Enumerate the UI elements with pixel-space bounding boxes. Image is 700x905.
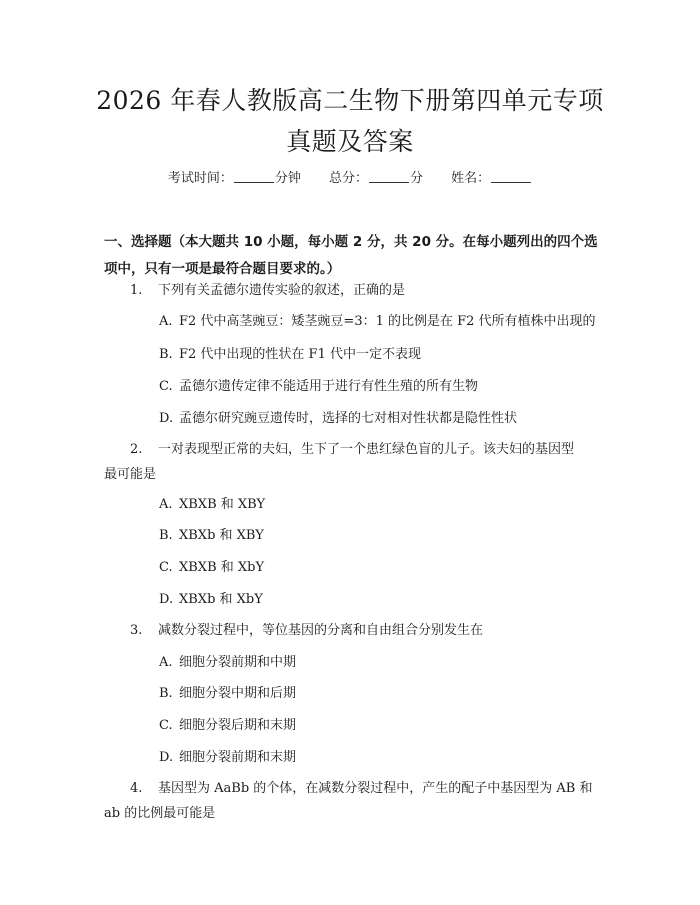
question-number: 1. bbox=[130, 283, 143, 298]
option-letter: B. bbox=[159, 347, 173, 362]
option-item bbox=[159, 590, 609, 610]
option-text: F2 代中出现的性状在 F1 代中一定不表现 bbox=[179, 347, 421, 362]
option-text: XBXB 和 XbY bbox=[179, 560, 265, 575]
option-item bbox=[159, 526, 609, 546]
option-letter: B. bbox=[159, 686, 173, 701]
question-number: 4. bbox=[130, 781, 143, 796]
option-text: 细胞分裂前期和中期 bbox=[179, 655, 297, 670]
option-letter: C. bbox=[159, 379, 173, 394]
option-text: 孟德尔遗传定律不能适用于进行有性生殖的所有生物 bbox=[179, 379, 479, 394]
option-letter: D. bbox=[159, 592, 174, 607]
exam-time-unit: 分钟 bbox=[274, 171, 301, 186]
title-line-2: 真题及答案 bbox=[286, 127, 414, 156]
option-letter: A. bbox=[159, 497, 173, 512]
question-stem bbox=[104, 437, 602, 487]
total-score-field bbox=[329, 170, 423, 188]
option-letter: D. bbox=[159, 750, 174, 765]
document-title bbox=[80, 84, 620, 159]
question-text: 基因型为 AaBb 的个体，在减数分裂过程中，产生的配子中基因型为 AB 和 bbox=[158, 781, 593, 796]
total-score-blank bbox=[369, 170, 409, 183]
student-name-blank bbox=[491, 170, 531, 183]
question-text-continued: 最可能是 bbox=[104, 467, 157, 482]
option-item bbox=[159, 495, 609, 515]
option-letter: A. bbox=[159, 314, 173, 329]
question-stem bbox=[104, 618, 602, 643]
option-letter: D. bbox=[159, 411, 174, 426]
option-letter: A. bbox=[159, 655, 173, 670]
option-item bbox=[159, 748, 609, 768]
option-letter: C. bbox=[159, 718, 173, 733]
option-text: F2 代中高茎豌豆：矮茎豌豆=3：1 的比例是在 F2 代所有植株中出现的 bbox=[179, 314, 596, 329]
question-stem bbox=[104, 776, 602, 826]
question-text-continued: ab 的比例最可能是 bbox=[104, 806, 216, 821]
option-item bbox=[159, 558, 609, 578]
option-item bbox=[159, 716, 609, 736]
question-number: 3. bbox=[130, 623, 143, 638]
question-number: 2. bbox=[130, 442, 143, 457]
total-score-label: 总分： bbox=[328, 171, 368, 186]
exam-time-field bbox=[168, 170, 301, 188]
option-letter: C. bbox=[159, 560, 173, 575]
option-item bbox=[159, 377, 609, 397]
option-item bbox=[159, 653, 609, 673]
option-letter: B. bbox=[159, 528, 173, 543]
option-item bbox=[159, 684, 609, 704]
exam-meta-row bbox=[0, 170, 700, 188]
section-heading: 一、选择题（本大题共 10 小题，每小题 2 分，共 20 分。在每小题列出的四个选项中，只有一项是最符合题目要求的。） bbox=[104, 234, 598, 277]
option-text: XBXB 和 XBY bbox=[179, 497, 266, 512]
question-stem bbox=[104, 278, 602, 303]
option-text: 孟德尔研究豌豆遗传时，选择的七对相对性状都是隐性性状 bbox=[179, 411, 518, 426]
exam-time-blank bbox=[234, 170, 274, 183]
question-text: 下列有关孟德尔遗传实验的叙述，正确的是 bbox=[158, 283, 406, 298]
student-name-field bbox=[451, 170, 532, 188]
question-text: 一对表现型正常的夫妇，生下了一个患红绿色盲的儿子。该夫妇的基因型 bbox=[158, 442, 575, 457]
option-item bbox=[159, 409, 609, 429]
exam-time-label: 考试时间： bbox=[167, 171, 233, 186]
option-text: 细胞分裂前期和末期 bbox=[179, 750, 297, 765]
student-name-label: 姓名： bbox=[451, 171, 491, 186]
total-score-unit: 分 bbox=[410, 171, 424, 186]
option-item bbox=[159, 345, 609, 365]
option-text: XBXb 和 XBY bbox=[179, 528, 264, 543]
option-text: 细胞分裂后期和末期 bbox=[179, 718, 297, 733]
option-item bbox=[159, 312, 609, 332]
option-text: 细胞分裂中期和后期 bbox=[179, 686, 297, 701]
title-line-1: 2026 年春人教版高二生物下册第四单元专项 bbox=[96, 86, 604, 115]
option-text: XBXb 和 XbY bbox=[179, 592, 263, 607]
question-text: 减数分裂过程中，等位基因的分离和自由组合分别发生在 bbox=[158, 623, 484, 638]
